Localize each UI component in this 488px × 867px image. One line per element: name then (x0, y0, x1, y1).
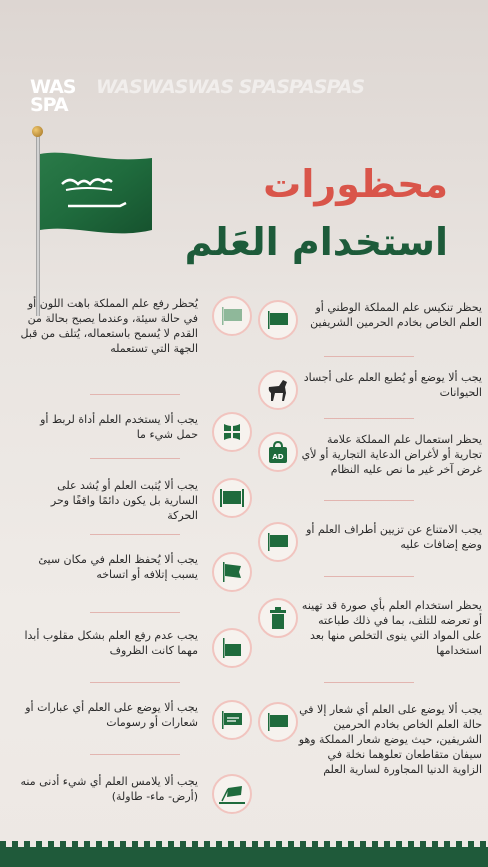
item-text: يجب ألا يلامس العلم أي شيء أدنى منه (أرض- ماء- طاولة) (20, 775, 198, 803)
item-text: يحظر استخدام العلم بأي صورة قد تهينه أو تعرضه للتلف، بما في ذلك طباعته على المواد التي ينوى التخلص منها بعد استخدامها (301, 599, 482, 657)
divider (90, 458, 180, 459)
list-item (20, 700, 252, 740)
divider (324, 576, 414, 577)
item-text: يجب عدم رفع العلم بشكل مقلوب أبدا مهما كانت الظروف (24, 629, 198, 657)
flag-pole-finial (32, 126, 43, 137)
item-text: يجب ألا يستخدم العلم أداة لربط أو حمل شيء ما (40, 413, 198, 441)
item-text: يحظر تنكيس علم المملكة الوطني أو العلم الخاص بخادم الحرمين الشريفين (310, 301, 482, 329)
divider (90, 612, 180, 613)
ground-flag-icon (212, 774, 252, 814)
item-text: يُحظر رفع علم المملكة باهت اللون أو في حالة سيئة، وعندما يصبح بحالة من القدم لا يُسمح باستعماله، يُتلف من قبل الجهة التي تستعمله (20, 297, 198, 355)
list-item (254, 598, 486, 658)
upside-down-flag-icon (212, 628, 252, 668)
flag-icon (258, 522, 298, 562)
logo-line1: WAS (30, 76, 76, 98)
logo-watermark: WASWASWAS SPASPASPAS (96, 76, 365, 98)
divider (90, 534, 180, 535)
divider (90, 682, 180, 683)
tied-flag-icon (212, 412, 252, 452)
folded-flag-icon (212, 552, 252, 592)
item-text: يجب ألا يوضع على العلم أي عبارات أو شعارات أو رسومات (25, 701, 198, 729)
ad-bag-icon (258, 432, 298, 472)
list-item (20, 628, 252, 668)
page-title (185, 155, 448, 271)
list-item (20, 296, 252, 356)
item-text: يحظر استعمال علم المملكة علامة تجارية أو لأغراض الدعاية التجارية أو لأي غرض آخر غير ما نص عليه النظام (301, 433, 482, 476)
list-item (20, 552, 252, 592)
list-item (20, 774, 252, 814)
list-item (254, 702, 486, 777)
divider (324, 418, 414, 419)
svg-text:AD: AD (272, 453, 284, 461)
flag-icon (258, 702, 298, 742)
title-flag-usage: استخدام العَلم (184, 220, 448, 264)
divider (324, 500, 414, 501)
item-text: يجب ألا يُثبت العلم أو يُشد على السارية بل يكون دائمًا واقفًا وحر الحركة (50, 479, 198, 522)
list-item (254, 370, 486, 410)
decorative-footer-band (0, 847, 488, 867)
flag-icon (258, 300, 298, 340)
faded-flag-icon (212, 296, 252, 336)
list-item (20, 478, 252, 523)
saudi-flag-image (40, 150, 152, 236)
divider (324, 356, 414, 357)
trash-icon (258, 598, 298, 638)
flag-words-icon (212, 700, 252, 740)
divider (324, 682, 414, 683)
spa-logo (30, 78, 94, 118)
list-item (254, 432, 486, 477)
list-item (20, 412, 252, 452)
list-item (254, 300, 486, 340)
divider (90, 394, 180, 395)
item-text: يجب ألا يوضع على العلم أي شعار إلا في حالة العلم الخاص بخادم الحرمين الشريفين، حيث يوضع شعار المملكة وهو سيفان متقاطعان تعلوهما نخلة في الزاوية الدنيا المجاورة لسارية العلم (298, 703, 482, 776)
item-text: يجب الامتناع عن تزيين أطراف العلم أو وضع إضافات عليه (306, 523, 482, 551)
list-item (254, 522, 486, 562)
item-text: يجب ألا يُحفظ العلم في مكان سيئ يسبب إتلافه أو اتساخه (38, 553, 198, 581)
flag-icon (212, 478, 252, 518)
title-prohibitions: محظورات (263, 162, 448, 206)
divider (90, 754, 180, 755)
logo-line2: SPA (30, 94, 68, 116)
horse-icon (258, 370, 298, 410)
item-text: يجب ألا يوضع أو يُطبع العلم على أجساد الحيوانات (303, 371, 482, 399)
